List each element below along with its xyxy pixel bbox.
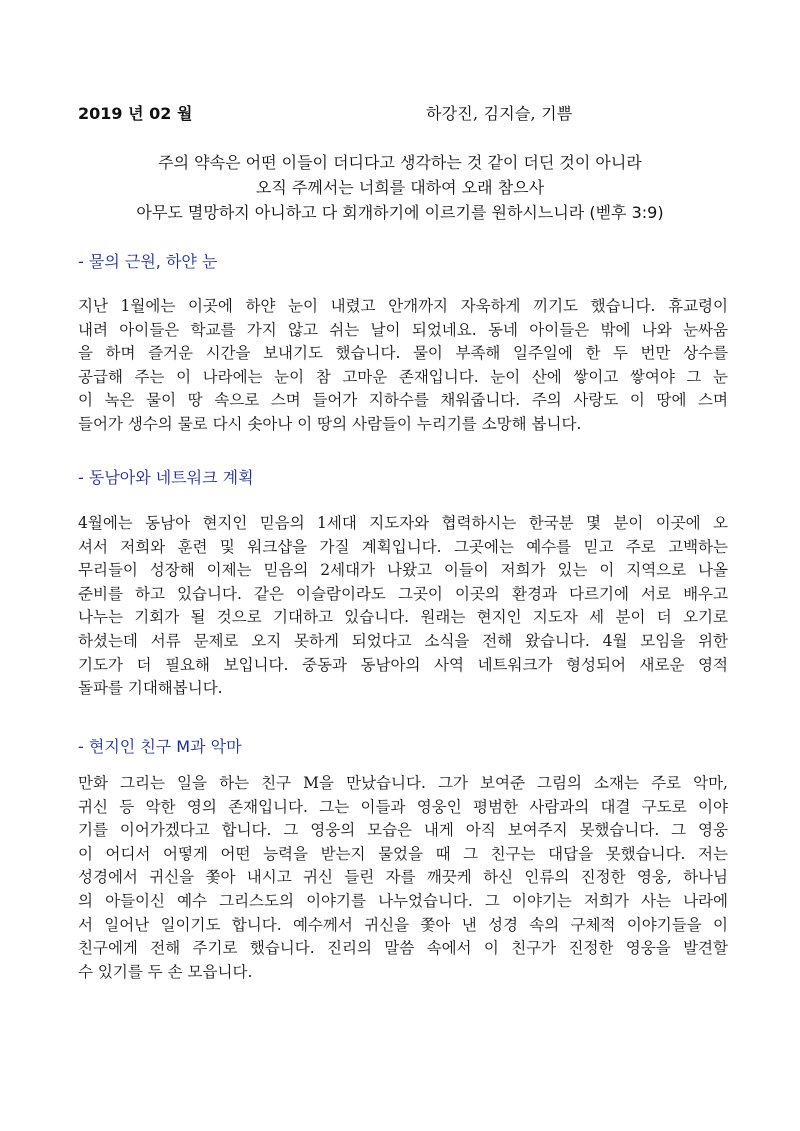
body-line: 이 어디서 어떻게 어떤 능력을 받는지 물었을 때 그 친구는 대답을 못했습니다. 저는 <box>78 844 728 863</box>
body-line: 돌파를 기대해봅니다. <box>78 679 223 698</box>
verse-line: 오직 주께서는 너희를 대하여 오래 참으사 <box>255 178 545 197</box>
body-line: 만화 그리는 일을 하는 친구 M을 만났습니다. 그가 보여준 그림의 소재는 주로 악마, <box>78 774 728 792</box>
body-line: 서 일어난 일이기도 합니다. 예수께서 귀신을 쫓아 낸 성경 속의 구체적 이야기들을 이 <box>78 915 728 934</box>
letter-authors: 하강진, 김지슬, 기쁨 <box>426 104 573 123</box>
body-line: 준비를 하고 있습니다. 같은 이슬람이라도 그곳이 이곳의 환경과 다르기에 서로 배우고 <box>78 584 728 603</box>
body-line: 기를 이어가겠다고 합니다. 그 영웅의 모습은 내게 아직 보여주지 못했습니다. 그 영웅 <box>78 821 728 840</box>
section-body-friend-m <box>78 772 728 984</box>
body-line: 내려 아이들은 학교를 가지 않고 쉬는 날이 되었네요. 동네 아이들은 밖에 나와 눈싸움 <box>78 320 728 339</box>
body-line: 을 하며 즐거운 시간을 보내기도 했습니다. 물이 부족해 일주일에 한 두 번만 상수를 <box>78 344 728 363</box>
body-line: 무리들이 성장해 이제는 믿음의 2세대가 나왔고 이들이 저희가 있는 이 지역으로 나올 <box>78 561 728 580</box>
body-line: 하셨는데 서류 문제로 오지 못하게 되었다고 소식을 전해 왔습니다. 4월 모임을 위한 <box>78 631 728 650</box>
body-line: 수 있기를 두 손 모읍니다. <box>78 962 253 981</box>
scripture-verse <box>0 150 800 225</box>
verse-line: 주의 약속은 어떤 이들이 더디다고 생각하는 것 같이 더딘 것이 아니라 <box>158 153 642 172</box>
section-body-network <box>78 512 728 701</box>
letter-date: 2019 년 02 월 <box>78 104 193 123</box>
body-line: 의 아들이신 예수 그리스도의 이야기를 나누었습니다. 그 이야기는 저희가 사는 나라에 <box>78 891 728 910</box>
body-line: 나누는 기회가 될 것으로 기대하고 있습니다. 원래는 현지인 지도자 세 분이 더 오기로 <box>78 608 728 627</box>
body-line: 공급해 주는 이 나라에는 눈이 참 고마운 존재입니다. 눈이 산에 쌓이고 쌓여야 그 눈 <box>78 367 728 386</box>
body-line: 셔서 저희와 훈련 및 워크샵을 가질 계획입니다. 그곳에는 예수를 믿고 주로 고백하는 <box>78 537 728 556</box>
body-line: 성경에서 귀신을 쫓아 내시고 귀신 들린 자를 깨끗케 하신 인류의 진정한 영웅, 하나님 <box>78 868 728 887</box>
body-line: 들어가 생수의 물로 다시 솟아나 이 땅의 사람들이 누리기를 소망해 봅니다. <box>78 414 582 433</box>
verse-line: 아무도 멸망하지 아니하고 다 회개하기에 이르기를 원하시느니라 (벧후 3:9) <box>136 203 664 222</box>
body-line: 귀신 등 악한 영의 존재입니다. 그는 이들과 영웅인 평범한 사람과의 대결 구도로 이야 <box>78 797 728 816</box>
section-title-network: - 동남아와 네트워크 계획 <box>78 468 254 487</box>
body-line: 지난 1월에는 이곳에 하얀 눈이 내렸고 안개까지 자욱하게 끼기도 했습니다. 휴교령이 <box>78 297 728 315</box>
body-line: 기도가 더 필요해 보입니다. 중동과 동남아의 사역 네트워크가 형성되어 새로운 영적 <box>78 655 728 674</box>
letter-header <box>78 101 728 125</box>
section-body-snow <box>78 295 728 437</box>
body-line: 친구에게 전해 주기로 했습니다. 진리의 말씀 속에서 이 친구가 진정한 영웅을 발견할 <box>78 939 728 958</box>
section-title-snow: - 물의 근원, 하얀 눈 <box>78 252 218 271</box>
body-line: 이 녹은 물이 땅 속으로 스며 들어가 지하수를 채워줍니다. 주의 사랑도 이 땅에 스며 <box>78 391 728 410</box>
section-title-friend-m: - 현지인 친구 M과 악마 <box>78 737 242 756</box>
body-line: 4월에는 동남아 현지인 믿음의 1세대 지도자와 협력하시는 한국분 몇 분이 이곳에 오 <box>78 514 728 532</box>
